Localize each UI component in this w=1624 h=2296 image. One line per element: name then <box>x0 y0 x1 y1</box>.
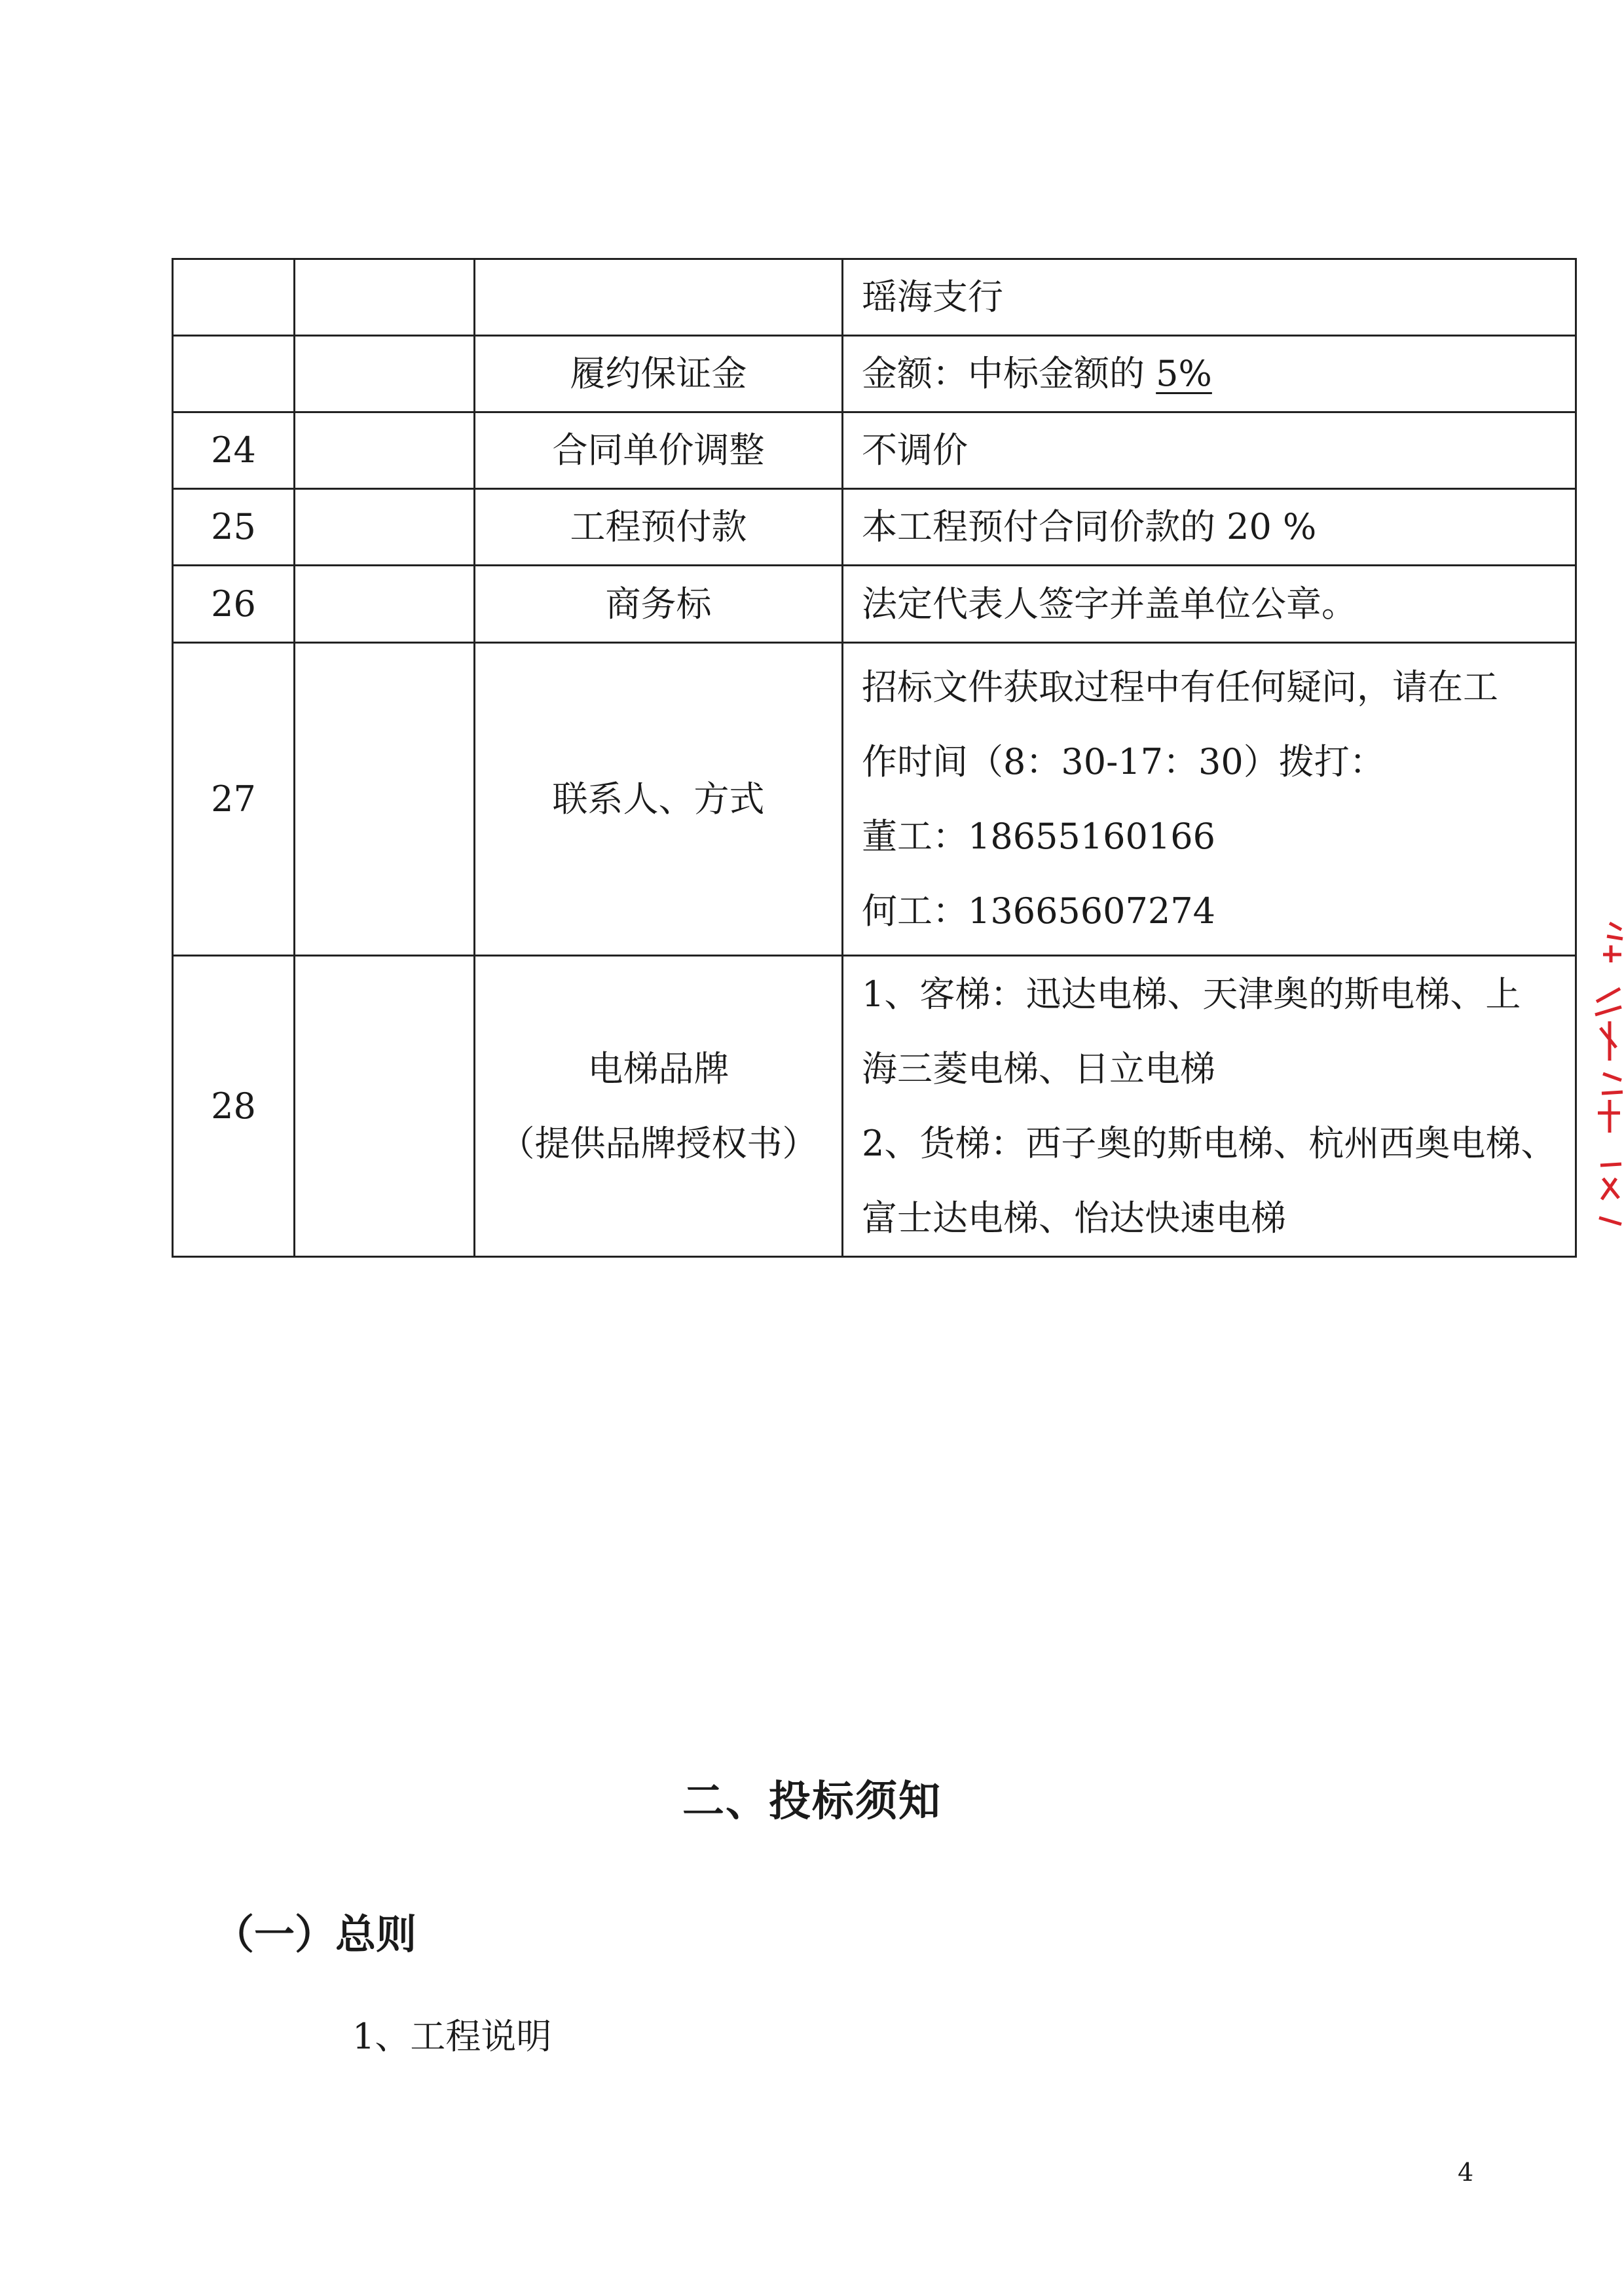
row-number: 25 <box>173 489 295 566</box>
content-cell <box>843 259 1576 336</box>
item-label: 履约保证金 <box>570 353 747 394</box>
content-line <box>862 650 1567 725</box>
content-line <box>862 957 1567 1032</box>
content-text: 何工：13665607274 <box>862 890 1215 932</box>
content-cell <box>843 336 1576 412</box>
content-line <box>862 799 1567 874</box>
content-text: 本工程预付合同价款的 20 % <box>862 506 1317 547</box>
row-number: 27 <box>173 643 295 956</box>
section-heading: 二、投标须知 <box>682 1777 942 1826</box>
content-line <box>862 337 1567 411</box>
item-cell <box>475 412 843 489</box>
content-text: 金额：中标金额的 <box>862 353 1156 394</box>
content-line <box>862 260 1567 335</box>
content-line <box>862 725 1567 799</box>
content-line <box>862 1181 1567 1256</box>
empty-cell <box>295 566 475 643</box>
content-line <box>862 1106 1567 1181</box>
row-number: 28 <box>173 956 295 1257</box>
row-number <box>173 259 295 336</box>
empty-cell <box>295 259 475 336</box>
content-text: 招标文件获取过程中有任何疑问，请在工 <box>862 666 1498 708</box>
table-row <box>173 412 1576 489</box>
table-row <box>173 956 1576 1257</box>
content-cell <box>843 566 1576 643</box>
item-label: （提供品牌授权书） <box>499 1122 818 1164</box>
item-cell <box>475 336 843 412</box>
content-cell <box>843 643 1576 956</box>
page-number: 4 <box>1458 2158 1474 2187</box>
row-number: 26 <box>173 566 295 643</box>
item-cell <box>475 489 843 566</box>
table-row <box>173 259 1576 336</box>
item-cell <box>475 956 843 1257</box>
empty-cell <box>295 336 475 412</box>
content-text: 瑶海支行 <box>862 276 1003 318</box>
content-cell <box>843 489 1576 566</box>
content-text: 不调价 <box>862 429 968 471</box>
item-label: 合同单价调整 <box>552 429 765 471</box>
content-text: 作时间（8：30-17：30）拨打： <box>862 740 1385 782</box>
bid-info-table <box>172 258 1577 1258</box>
item-label: 商务标 <box>605 583 712 625</box>
content-line <box>862 490 1567 564</box>
section-subheading: （一）总则 <box>213 1910 417 1958</box>
item-label: 工程预付款 <box>570 506 747 547</box>
content-line <box>862 874 1567 949</box>
table-row <box>173 336 1576 412</box>
item-cell <box>475 259 843 336</box>
content-line <box>862 1032 1567 1106</box>
underlined-value: 5% <box>1156 353 1212 394</box>
content-line <box>862 413 1567 488</box>
seal-stamp-fragment <box>1583 917 1624 1231</box>
paragraph-title: 1、工程说明 <box>352 2016 552 2057</box>
item-cell <box>475 566 843 643</box>
item-cell <box>475 643 843 956</box>
empty-cell <box>295 956 475 1257</box>
content-text: 1、客梯：迅达电梯、天津奥的斯电梯、上 <box>862 973 1521 1015</box>
table-row <box>173 566 1576 643</box>
content-text: 海三菱电梯、日立电梯 <box>862 1048 1215 1089</box>
content-text: 富士达电梯、怡达快速电梯 <box>862 1197 1286 1239</box>
empty-cell <box>295 643 475 956</box>
content-text: 董工：18655160166 <box>862 815 1215 857</box>
content-text: 2、货梯：西子奥的斯电梯、杭州西奥电梯、 <box>862 1122 1557 1164</box>
empty-cell <box>295 489 475 566</box>
item-label: 联系人、方式 <box>552 778 765 820</box>
row-number <box>173 336 295 412</box>
row-number: 24 <box>173 412 295 489</box>
content-cell <box>843 412 1576 489</box>
table-row <box>173 489 1576 566</box>
table-row <box>173 643 1576 956</box>
empty-cell <box>295 412 475 489</box>
content-cell <box>843 956 1576 1257</box>
item-label: 电梯品牌 <box>587 1048 729 1089</box>
content-line <box>862 567 1567 642</box>
content-text: 法定代表人签字并盖单位公章。 <box>862 583 1357 625</box>
